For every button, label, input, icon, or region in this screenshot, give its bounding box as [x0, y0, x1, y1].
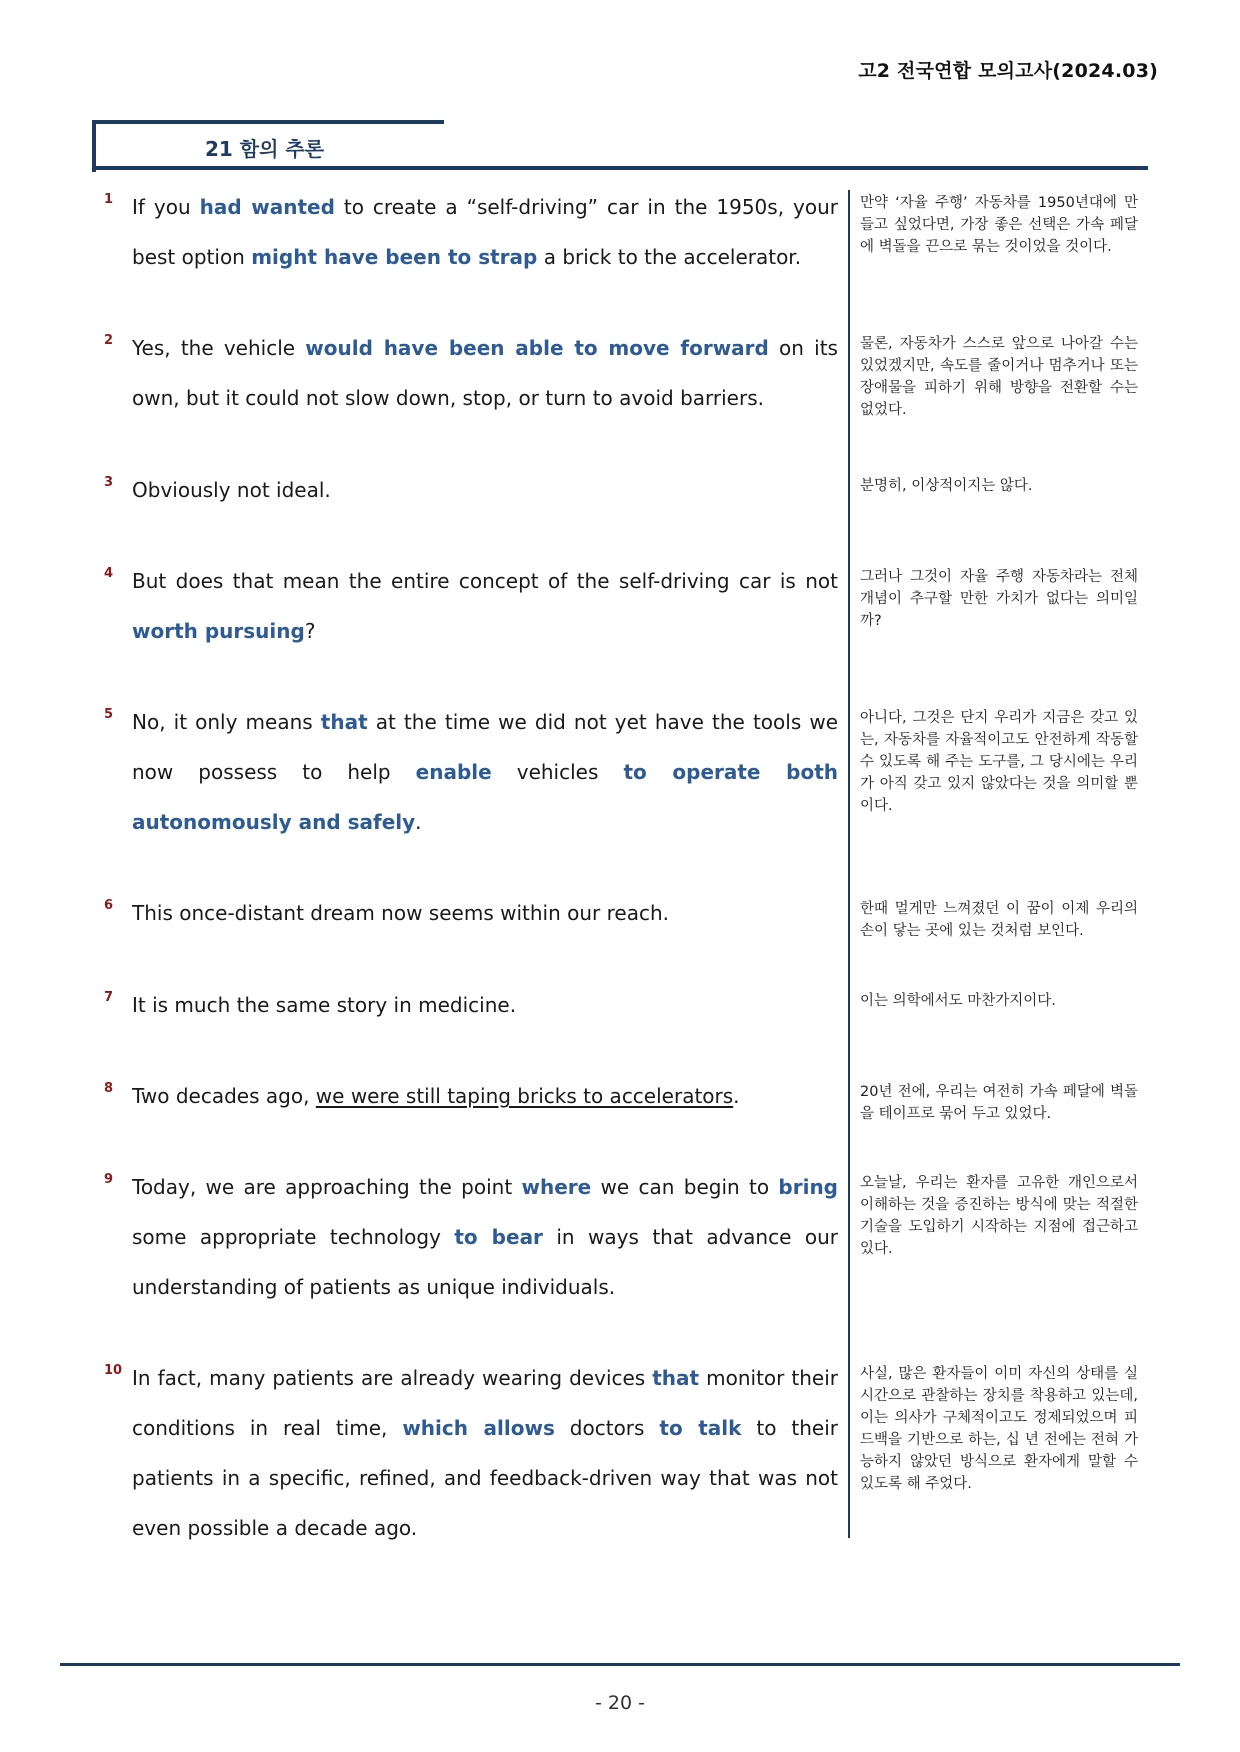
sentence-number: 8	[104, 1081, 114, 1096]
sentence-number: 9	[104, 1172, 114, 1187]
english-sentence	[132, 323, 838, 423]
highlighted-phrase: to talk	[659, 1416, 742, 1440]
section-label: 21 함의 추론	[205, 137, 325, 161]
text-segment: on its own, but it could not slow down, stop, or turn to avoid barriers.	[132, 336, 838, 410]
sentence-number: 7	[104, 990, 114, 1005]
section-rule	[92, 166, 1148, 170]
text-segment: some appropriate technology	[132, 1225, 455, 1249]
highlighted-phrase: might have been to strap	[251, 245, 538, 269]
column-divider	[848, 190, 850, 1538]
text-segment: But does that mean the entire concept of the self-driving car is not	[132, 569, 838, 593]
sentence-number: 6	[104, 898, 114, 913]
english-sentence	[132, 980, 838, 1030]
highlighted-phrase: bring	[778, 1175, 838, 1199]
text-segment: .	[733, 1084, 740, 1108]
highlighted-phrase: that	[652, 1366, 700, 1390]
text-segment: If you	[132, 195, 200, 219]
text-segment: a brick to the accelerator.	[537, 245, 802, 269]
english-sentence	[132, 465, 838, 515]
highlighted-phrase: which allows	[402, 1416, 555, 1440]
english-sentence	[132, 1353, 838, 1553]
text-segment: doctors	[554, 1416, 660, 1440]
korean-translation: 한때 멀게만 느껴졌던 이 꿈이 이제 우리의 손이 닿는 곳에 있는 것처럼 보인다.	[860, 901, 1138, 939]
korean-translation: 이는 의학에서도 마찬가지이다.	[860, 993, 1056, 1009]
korean-translation: 사실, 많은 환자들이 이미 자신의 상태를 실시간으로 관찰하는 장치를 착용하고 있는데, 이는 의사가 구체적이고도 정제되었으며 피드백을 기반으로 하는, 십 년 전에는 전혀 가능하지 않았던 방식으로 환자에게 말할 수 있도록 해 주었다.	[860, 1366, 1138, 1492]
highlighted-phrase: where	[521, 1175, 592, 1199]
english-sentence	[132, 1162, 838, 1312]
english-sentence	[132, 1071, 838, 1121]
highlighted-phrase: enable	[415, 760, 492, 784]
english-sentence	[132, 182, 838, 282]
korean-translation: 분명히, 이상적이지는 않다.	[860, 478, 1033, 494]
footer-rule	[60, 1663, 1180, 1666]
text-segment: to create a “self-driving” car in the 1950s, your best option	[132, 195, 838, 269]
text-segment: at the time we did not yet have the tools we now possess to help	[132, 710, 838, 784]
korean-translation: 그러나 그것이 자율 주행 자동차라는 전체 개념이 추구할 만한 가치가 없다는 의미일까?	[860, 569, 1138, 629]
english-sentence	[132, 697, 838, 847]
korean-translation: 물론, 자동차가 스스로 앞으로 나아갈 수는 있었겠지만, 속도를 줄이거나 멈추거나 또는 장애물을 피하기 위해 방향을 전환할 수는 없었다.	[860, 336, 1138, 418]
text-segment: In fact, many patients are already wearing devices	[132, 1366, 653, 1390]
text-segment: Yes, the vehicle	[132, 336, 306, 360]
text-segment: .	[415, 810, 422, 834]
highlighted-phrase: to bear	[454, 1225, 543, 1249]
korean-translation: 오늘날, 우리는 환자를 고유한 개인으로서 이해하는 것을 증진하는 방식에 맞는 적절한 기술을 도입하기 시작하는 지점에 접근하고 있다.	[860, 1175, 1138, 1257]
sentence-number: 4	[104, 566, 114, 581]
sentence-number: 3	[104, 475, 114, 490]
highlighted-phrase: to operate both autonomously and safely	[132, 760, 838, 834]
english-sentence	[132, 556, 838, 656]
underlined-phrase: we were still taping bricks to accelerators	[315, 1084, 734, 1108]
page-header-title: 고2 전국연합 모의고사(2024.03)	[858, 60, 1158, 82]
highlighted-phrase: worth pursuing	[132, 619, 305, 643]
sentence-number: 10	[104, 1363, 123, 1378]
text-segment: monitor their conditions in real time,	[132, 1366, 838, 1440]
sentence-number: 1	[104, 192, 114, 207]
highlighted-phrase: that	[320, 710, 368, 734]
korean-translation: 만약 ‘자율 주행’ 자동차를 1950년대에 만들고 싶었다면, 가장 좋은 선택은 가속 페달에 벽돌을 끈으로 묶는 것이었을 것이다.	[860, 195, 1138, 255]
text-segment: No, it only means	[132, 710, 321, 734]
text-segment: in ways that advance our understanding of patients as unique individuals.	[132, 1225, 838, 1299]
highlighted-phrase: had wanted	[199, 195, 335, 219]
text-segment: we can begin to	[591, 1175, 779, 1199]
text-segment: Two decades ago,	[132, 1084, 316, 1108]
sentence-number: 5	[104, 707, 114, 722]
sentence-number: 2	[104, 333, 114, 348]
korean-translation: 20년 전에, 우리는 여전히 가속 페달에 벽돌을 테이프로 묶어 두고 있었다.	[860, 1084, 1138, 1122]
text-segment: Obviously not ideal.	[132, 478, 331, 502]
text-segment: Today, we are approaching the point	[132, 1175, 522, 1199]
text-segment: to their patients in a specific, refined, and feedback-driven way that was not even possible a decade ago.	[132, 1416, 839, 1540]
text-segment: It is much the same story in medicine.	[132, 993, 517, 1017]
english-sentence	[132, 888, 838, 938]
text-segment: ?	[304, 619, 316, 643]
korean-translation: 아니다, 그것은 단지 우리가 지금은 갖고 있는, 자동차를 자율적이고도 안전하게 작동할 수 있도록 해 주는 도구를, 그 당시에는 우리가 아직 갖고 있지 않았다는 것을 의미할 뿐이다.	[860, 710, 1138, 814]
text-segment: This once-distant dream now seems within our reach.	[132, 901, 669, 925]
text-segment: vehicles	[491, 760, 624, 784]
page-number: - 20 -	[595, 1692, 645, 1714]
highlighted-phrase: would have been able to move forward	[305, 336, 769, 360]
